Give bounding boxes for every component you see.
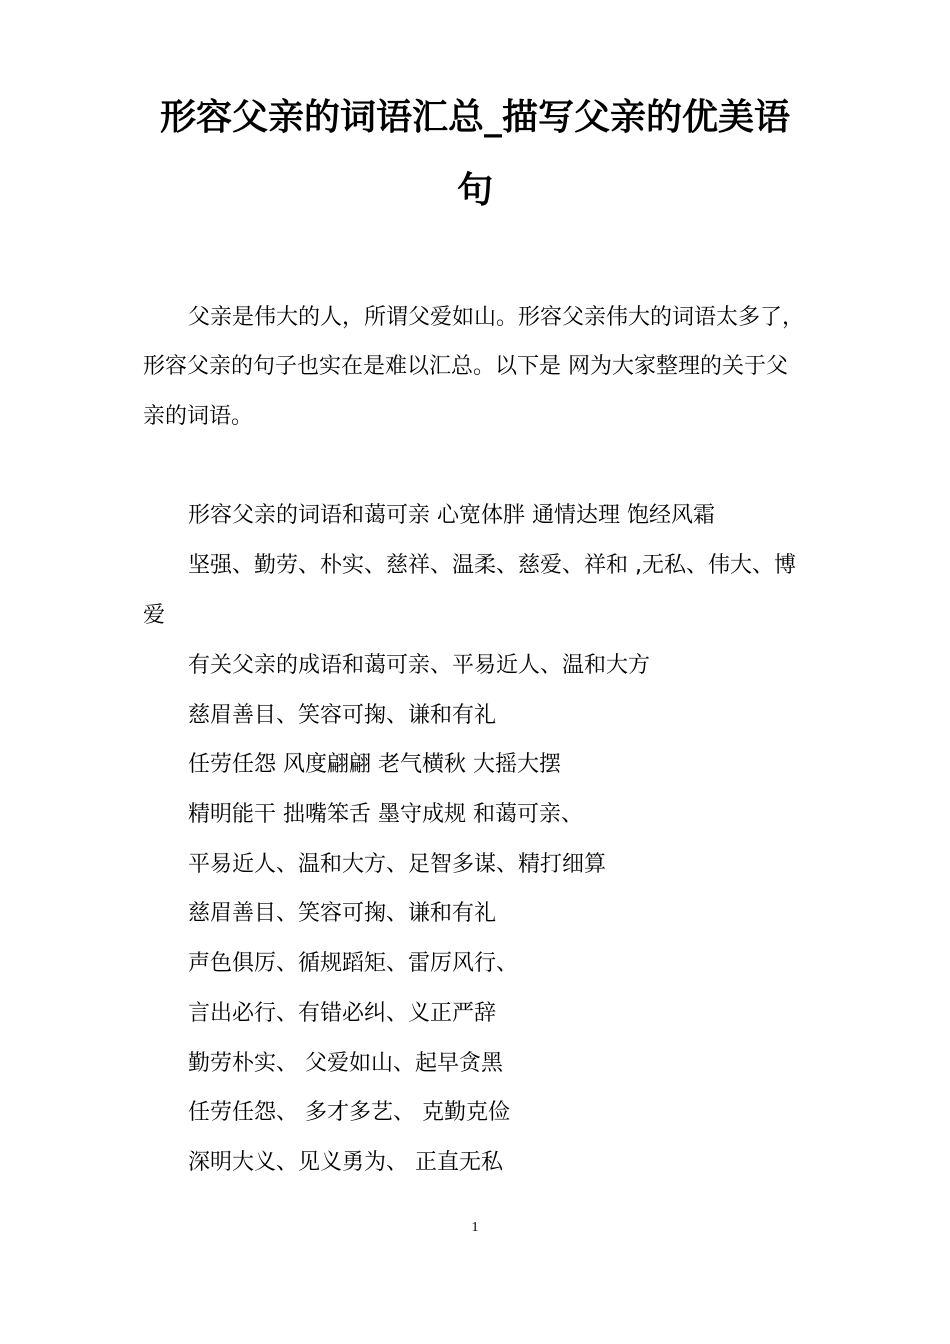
document-title-line-2: 句 [456, 170, 493, 211]
word-list-line: 平易近人、温和大方、足智多谋、精打细算 [188, 852, 607, 877]
intro-line-3: 亲的词语。 [143, 404, 254, 429]
page-number: 1 [471, 1220, 479, 1235]
word-list-line: 坚强、勤劳、朴实、慈祥、温柔、慈爱、祥和 ,无私、伟大、博 [188, 553, 796, 578]
word-list-line: 精明能干 拙嘴笨舌 墨守成规 和蔼可亲、 [188, 802, 583, 827]
word-list-line: 声色俱厉、循规蹈矩、雷厉风行、 [188, 951, 519, 976]
intro-line-2: 形容父亲的句子也实在是难以汇总。以下是 网为大家整理的关于父 [143, 354, 788, 379]
word-list-line: 任劳任怨 风度翩翩 老气横秋 大摇大摆 [188, 752, 561, 777]
word-list-line: 任劳任怨、 多才多艺、 克勤克俭 [188, 1100, 510, 1125]
word-list-line: 有关父亲的成语和蔼可亲、平易近人、温和大方 [188, 653, 651, 678]
word-list-line: 言出必行、有错必纠、义正严辞 [188, 1001, 497, 1026]
word-list-line: 深明大义、见义勇为、 正直无私 [188, 1150, 503, 1175]
intro-line-1: 父亲是伟大的人，所谓父爱如山。形容父亲伟大的词语太多了， [188, 305, 805, 330]
document-title-line-1: 形容父亲的词语汇总_描写父亲的优美语 [159, 97, 790, 138]
word-list-line: 形容父亲的词语和蔼可亲 心宽体胖 通情达理 饱经风霜 [188, 503, 715, 528]
word-list-line: 慈眉善目、笑容可掬、谦和有礼 [188, 703, 497, 728]
word-list-line: 爱 [143, 603, 166, 628]
word-list-line: 慈眉善目、笑容可掬、谦和有礼 [188, 901, 497, 926]
word-list-line: 勤劳朴实、 父爱如山、起早贪黑 [188, 1051, 503, 1076]
